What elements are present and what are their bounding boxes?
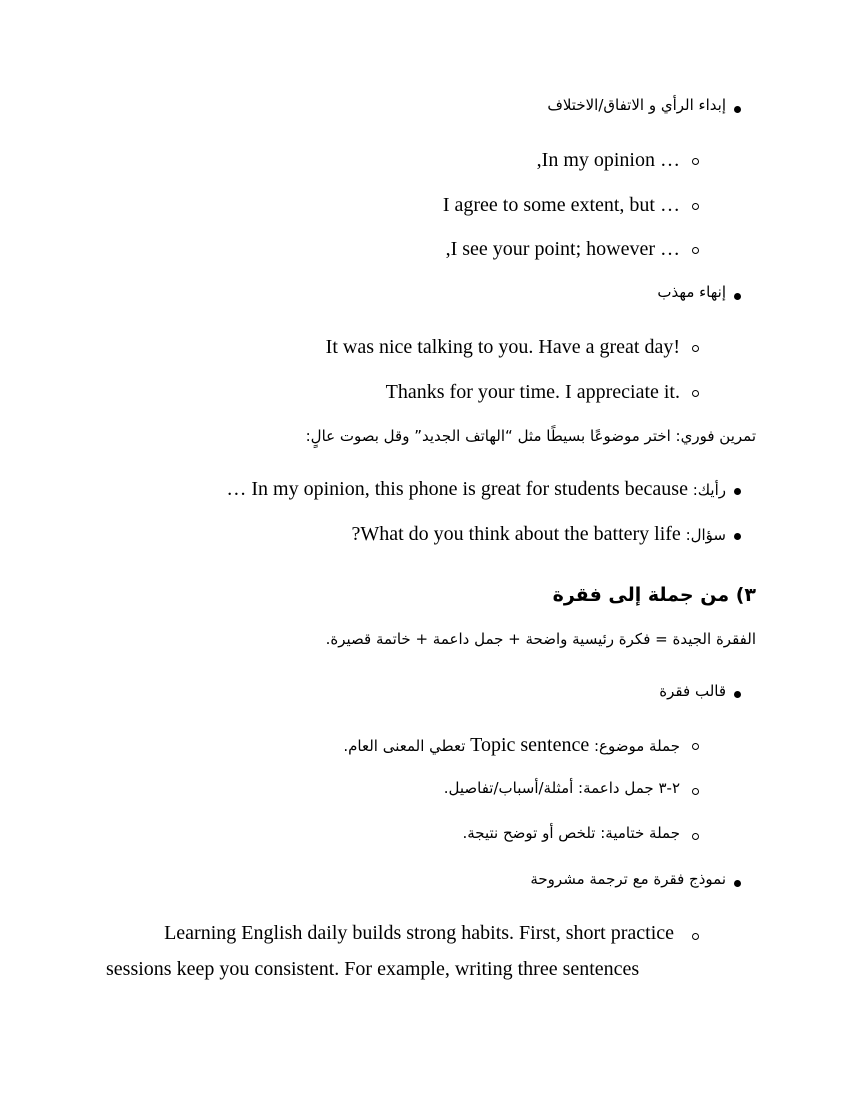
bullet-icon — [734, 106, 741, 113]
exercise-item-1 — [226, 478, 726, 501]
exercise-item-1-text: In my opinion, this phone is great for students because … — [226, 478, 688, 500]
closing-item-2: Thanks for your time. I appreciate it. — [385, 381, 680, 403]
template-item-1 — [343, 734, 680, 757]
circle-bullet-icon — [692, 158, 699, 165]
opinion-item-3: ,I see your point; however … — [445, 238, 680, 260]
template-item-1-suffix: تعطي المعنى العام. — [343, 737, 466, 755]
section3-definition: الفقرة الجيدة = فكرة رئيسية واضحة + جمل داعمة + خاتمة قصيرة. — [325, 630, 756, 648]
exercise-item-1-label: رأيك: — [692, 481, 726, 499]
bullet-icon — [734, 691, 741, 698]
circle-bullet-icon — [692, 345, 699, 352]
sample-paragraph-line-2: sessions keep you consistent. For example, writing three sentences — [106, 958, 640, 980]
exercise-item-2-label: سؤال: — [685, 526, 726, 544]
exercise-intro: تمرين فوري: اختر موضوعًا بسيطًا مثل “الهاتف الجديد” وقل بصوت عالٍ: — [305, 427, 756, 445]
template-item-2: ٢-٣ جمل داعمة: أمثلة/أسباب/تفاصيل. — [443, 779, 680, 797]
opinion-item-1: ,In my opinion … — [536, 149, 680, 171]
closing-item-1: It was nice talking to you. Have a great day! — [325, 336, 680, 358]
sample-label: نموذج فقرة مع ترجمة مشروحة — [530, 870, 726, 888]
exercise-item-2 — [351, 523, 726, 546]
template-item-1-en: Topic sentence — [470, 734, 590, 756]
circle-bullet-icon — [692, 833, 699, 840]
closing-bullet-label: إنهاء مهذب — [657, 283, 726, 301]
circle-bullet-icon — [692, 390, 699, 397]
opinion-bullet-label: إبداء الرأي و الاتفاق/الاختلاف — [547, 96, 726, 114]
circle-bullet-icon — [692, 743, 699, 750]
exercise-item-2-text: What do you think about the battery life? — [351, 523, 681, 545]
template-item-1-prefix: جملة موضوع: — [594, 737, 680, 755]
bullet-icon — [734, 880, 741, 887]
bullet-icon — [734, 488, 741, 495]
bullet-icon — [734, 533, 741, 540]
template-item-3: جملة ختامية: تلخص أو توضح نتيجة. — [462, 824, 680, 842]
template-label: قالب فقرة — [659, 682, 726, 700]
circle-bullet-icon — [692, 247, 699, 254]
sample-paragraph-line-1: Learning English daily builds strong habits. First, short practice — [164, 922, 674, 944]
circle-bullet-icon — [692, 933, 699, 940]
opinion-item-2: I agree to some extent, but … — [442, 194, 680, 216]
bullet-icon — [734, 293, 741, 300]
circle-bullet-icon — [692, 788, 699, 795]
circle-bullet-icon — [692, 203, 699, 210]
section3-heading: ٣) من جملة إلى فقرة — [552, 584, 756, 606]
